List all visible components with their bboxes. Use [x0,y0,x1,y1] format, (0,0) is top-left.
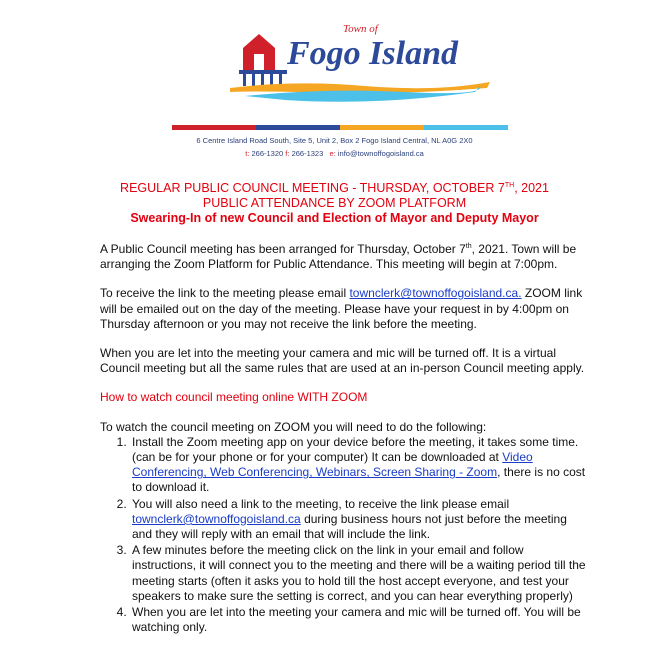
logo-main-text: Fogo Island [287,35,458,72]
steps-intro: To watch the council meeting on ZOOM you will need to do the following: [100,419,487,434]
paragraph-camera-mic: When you are let into the meeting your camera and mic will be turned off. It is a virtual Council meeting but all the same rules that are used at an in-person Council meeting apply. [100,346,585,376]
title-line-2: PUBLIC ATTENDANCE BY ZOOM PLATFORM [202,196,467,211]
email-label: e: [329,149,336,158]
zoom-download-link[interactable]: Video Conferencing, Web Conferencing, Webinars, Screen Sharing - Zoom [132,450,533,480]
list-item: 2. You will also need a link to the meeting, to receive the link please email townclerk@townoffogoisland.ca during business hours not just before the meeting and they will reply with an email that will include the link. [130,497,590,543]
title-line-1: REGULAR PUBLIC COUNCIL MEETING - THURSDAY, OCTOBER 7TH, 2021 [120,181,549,196]
paragraph-meeting-info: A Public Council meeting has been arranged for Thursday, October 7th, 2021. Town will be arranging the Zoom Platform for Public Attendance. This meeting will begin at 7:00pm. [100,242,577,272]
tel-number: 266-1320 [251,149,284,158]
fax-number: 266-1323 [291,149,324,158]
logo-small-text: Town of [343,23,378,35]
color-bar-cyan [424,125,508,130]
howto-heading: How to watch council meeting online WITH ZOOM [100,390,368,405]
fogo-island-logo [225,18,495,118]
tel-label: t: [245,149,250,158]
color-bar-blue [256,125,340,130]
document-body [100,239,590,636]
contact-line [0,149,669,158]
steps-list [100,435,590,636]
contact-email: info@townoffogoisland.ca [337,149,424,158]
address-line: 6 Centre Island Road South, Site 5, Unit 2, Box 2 Fogo Island Central, NL A0G 2X0 [196,136,473,145]
email-link[interactable]: townclerk@townoffogoisland.ca. [349,286,522,301]
color-bar-orange [340,125,424,130]
fax-label: f: [285,149,290,158]
list-item: 4. When you are let into the meeting your camera and mic will be turned off. You will be watching only. [130,605,590,635]
brand-color-bar [172,125,508,130]
color-bar-red [172,125,256,130]
paragraph-request-link: To receive the link to the meeting please email townclerk@townoffogoisland.ca. ZOOM link will be emailed out on the day of the meeting. Please have your request in by 4:00pm on Thursday afternoon or you may not receive the link before the meeting. [100,286,583,331]
list-item: 1. Install the Zoom meeting app on your device before the meeting, it takes some time. (can be for your phone or for your computer) It can be downloaded at Video Conferencing, Web Conferencing, Webinars, Screen Sharing - Zoom, there is no cost to download it. [130,435,590,496]
email-link-2[interactable]: townclerk@townoffogoisland.ca [132,511,301,526]
document-title [0,178,669,226]
list-item: 3. A few minutes before the meeting click on the link in your email and follow instructions, it will connect you to the meeting and there will be a waiting period till the meeting starts (often it asks you to hold till the host accept everyone, and test your speakers to make sure the setting is correct, and you can hear everything properly) [130,543,590,604]
title-line-3: Swearing-In of new Council and Election of Mayor and Deputy Mayor [130,211,539,226]
